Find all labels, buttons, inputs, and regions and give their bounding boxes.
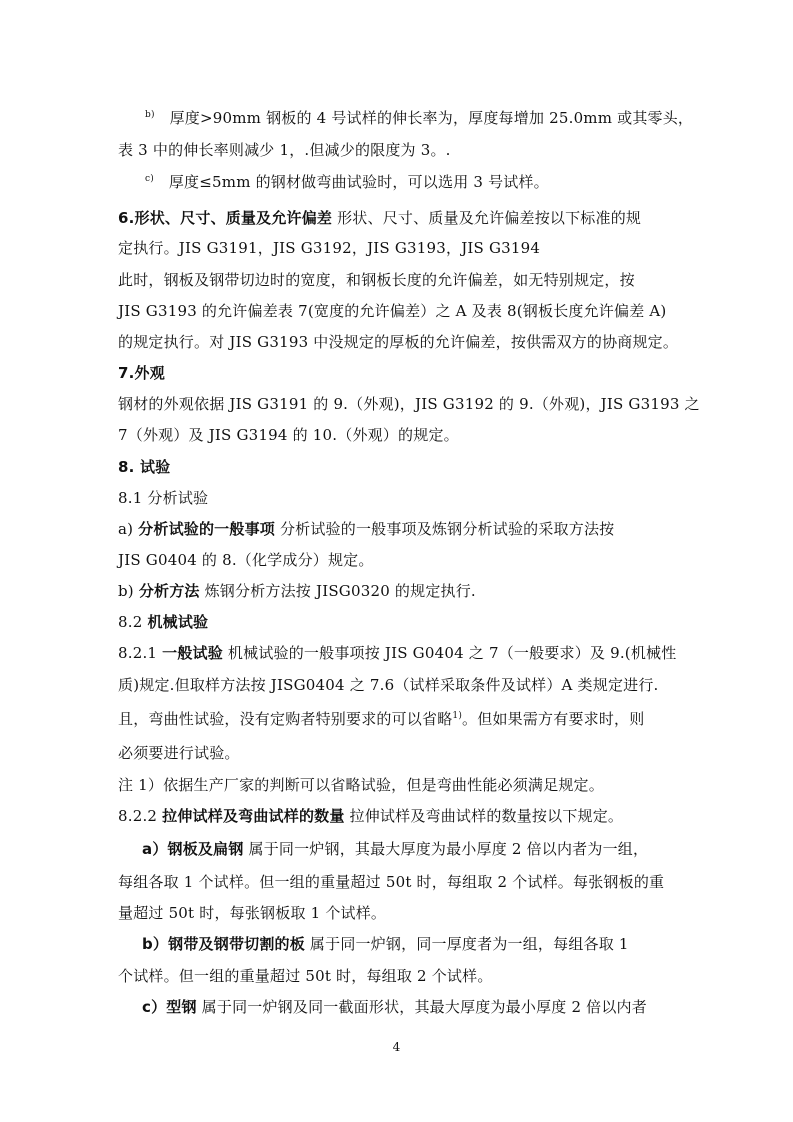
item-8-2-2-c-line-1 xyxy=(142,997,647,1017)
item-8-1-a-line-2: JIS G0404 的 8.（化学成分）规定。 xyxy=(118,551,374,569)
section-8-2-2-text: 拉伸试样及弯曲试样的数量按以下规定。 xyxy=(344,807,624,825)
item-b-label: b) xyxy=(118,582,139,600)
section-8-2-1-line-3-text: 且，弯曲性试验，没有定购者特别要求的可以省略 xyxy=(118,710,453,728)
item-8-2-2-b-line-1 xyxy=(142,934,629,954)
item-8-2-2-b-title: b）钢带及钢带切割的板 xyxy=(142,935,305,953)
note-b-marker: b) xyxy=(145,110,155,120)
section-6-title: 6.形状、尺寸、质量及允许偏差 xyxy=(118,209,333,227)
section-8-2-1-line-4: 必须要进行试验。 xyxy=(118,744,240,762)
section-8-2-1-line-2: 质)规定.但取样方法按 JISG0404 之 7.6（试样采取条件及试样）A 类规定进行. xyxy=(118,676,659,694)
item-8-2-2-b-text: 属于同一炉钢，同一厚度者为一组，每组各取 1 xyxy=(304,935,629,953)
footnote-1: 注 1）依据生产厂家的判断可以省略试验，但是弯曲性能必须满足规定。 xyxy=(118,776,604,794)
item-b-text: 炼钢分析方法按 JISG0320 的规定执行. xyxy=(199,582,476,600)
section-8-2-1-number: 8.2.1 xyxy=(118,644,163,662)
section-6-line-5: 的规定执行。对 JIS G3193 中没规定的厚板的允许偏差，按供需双方的协商规定。 xyxy=(118,333,679,351)
item-8-2-2-a-line-1 xyxy=(142,839,648,859)
item-b-title: 分析方法 xyxy=(138,582,200,600)
item-8-2-2-a-title: a）钢板及扁钢 xyxy=(142,840,244,858)
section-6-heading-line xyxy=(118,208,641,228)
section-8-title: 8. 试验 xyxy=(118,458,171,476)
item-8-1-b-line xyxy=(118,581,476,601)
section-8-2-number: 8.2 xyxy=(118,613,148,631)
section-6-line-4: JIS G3193 的允许偏差表 7(宽度的允许偏差）之 A 及表 8(钢板长度允许偏差 A) xyxy=(118,302,667,320)
item-8-2-2-a-line-3: 量超过 50t 时，每张钢板取 1 个试样。 xyxy=(118,904,387,922)
note-c-text: 厚度≤5mm 的钢材做弯曲试验时，可以选用 3 号试样。 xyxy=(168,173,549,191)
item-8-2-2-b-line-2: 个试样。但一组的重量超过 50t 时，每组取 2 个试样。 xyxy=(118,967,493,985)
section-8-2-2-number: 8.2.2 xyxy=(118,807,163,825)
item-8-1-a-line xyxy=(118,519,614,539)
section-8-2-1-title: 一般试验 xyxy=(162,644,223,662)
section-7-title: 7.外观 xyxy=(118,364,165,382)
section-7-line-2: 7（外观）及 JIS G3194 的 10.（外观）的规定。 xyxy=(118,426,459,444)
section-8-2-1-line-3 xyxy=(118,709,644,729)
section-8-2-1-line-1 xyxy=(118,643,676,663)
section-8-2-2-title: 拉伸试样及弯曲试样的数量 xyxy=(162,807,345,825)
section-8-2-1-text: 机械试验的一般事项按 JIS G0404 之 7（一般要求）及 9.(机械性 xyxy=(222,644,677,662)
item-a-title: 分析试验的一般事项 xyxy=(138,520,275,538)
page-number: 4 xyxy=(392,1040,401,1054)
section-8-2-2-line-1 xyxy=(118,806,623,826)
note-c-line xyxy=(145,172,549,192)
section-6-text: 形状、尺寸、质量及允许偏差按以下标准的规 xyxy=(332,209,642,227)
footnote-ref-1: 1) xyxy=(452,711,463,721)
section-6-line-3: 此时，钢板及钢带切边时的宽度，和钢板长度的允许偏差，如无特别规定，按 xyxy=(118,271,635,289)
item-8-2-2-a-line-2: 每组各取 1 个试样。但一组的重量超过 50t 时，每组取 2 个试样。每张钢板的重 xyxy=(118,873,665,891)
section-7-line-1: 钢材的外观依据 JIS G3191 的 9.（外观)，JIS G3192 的 9.（外观)，JIS G3193 之 xyxy=(118,395,700,413)
note-b-line-1 xyxy=(145,108,693,128)
section-8-2-title xyxy=(118,612,208,632)
note-c-marker: c) xyxy=(145,174,154,184)
section-8-2-label: 机械试验 xyxy=(147,613,209,631)
section-8-2-1-line-3-tail: 。但如果需方有要求时，则 xyxy=(462,710,645,728)
item-8-2-2-c-title: c）型钢 xyxy=(142,998,197,1016)
note-b-text: 厚度>90mm 钢板的 4 号试样的伸长率为，厚度每增加 25.0mm 或其零头， xyxy=(169,109,694,127)
section-6-line-2: 定执行。JIS G3191，JIS G3192，JIS G3193，JIS G3194 xyxy=(118,239,541,257)
item-a-text: 分析试验的一般事项及炼钢分析试验的采取方法按 xyxy=(274,520,615,538)
section-8-1-title: 8.1 分析试验 xyxy=(118,489,209,507)
item-8-2-2-a-text: 属于同一炉钢，其最大厚度为最小厚度 2 倍以内者为一组， xyxy=(243,840,649,858)
item-8-2-2-c-text: 属于同一炉钢及同一截面形状，其最大厚度为最小厚度 2 倍以内者 xyxy=(196,998,647,1016)
note-b-line-2: 表 3 中的伸长率则减少 1，.但减少的限度为 3。. xyxy=(118,141,451,159)
item-a-label: a) xyxy=(118,520,139,538)
